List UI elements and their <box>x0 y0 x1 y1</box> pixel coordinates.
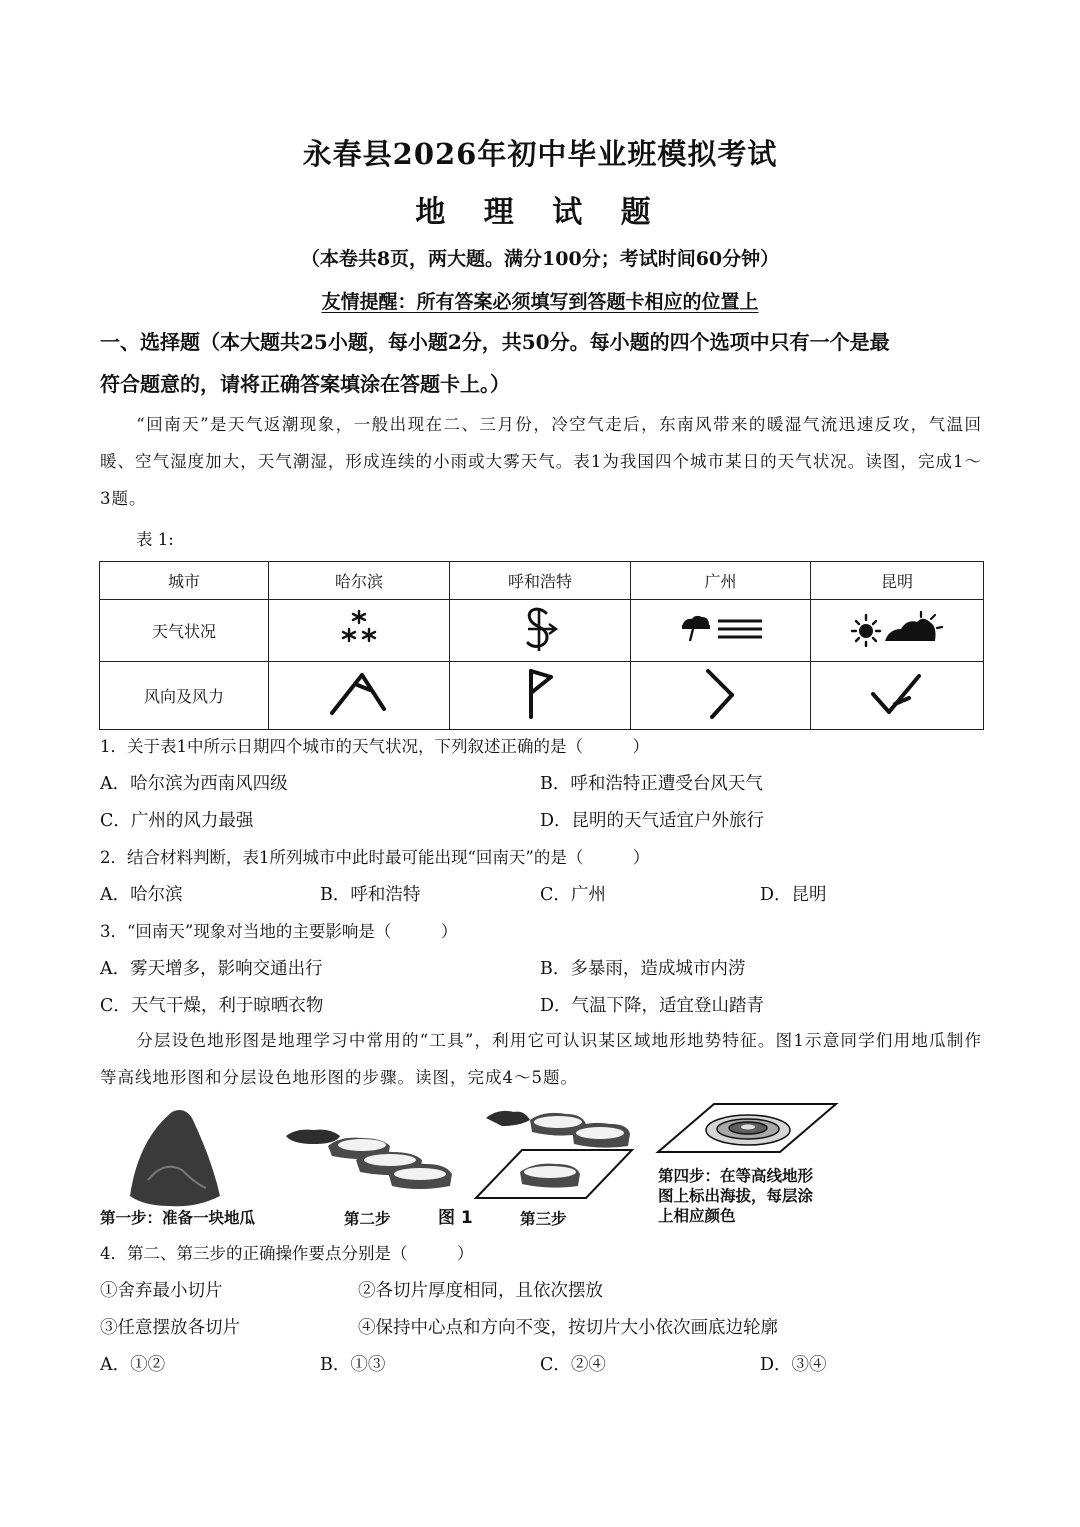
q3-option-b: B．多暴雨，造成城市内涝 <box>540 959 746 979</box>
q3-option-a: A．雾天增多，影响交通出行 <box>100 959 323 979</box>
figure-1 <box>100 1100 840 1228</box>
sandstorm-symbol-icon <box>515 605 565 653</box>
table-header-row <box>100 562 984 600</box>
q4-statement-3: ③任意摆放各切片 <box>100 1318 240 1338</box>
table-header-guangzhou: 广州 <box>631 562 811 600</box>
question-3-stem: 3．“回南天”现象对当地的主要影响是（ ） <box>100 922 458 941</box>
table-header-city: 城市 <box>100 562 269 600</box>
table-row-wind <box>100 662 984 730</box>
exam-note: （本卷共8页，两大题。满分100分；考试时间60分钟） <box>300 248 780 270</box>
q1-option-b: B．呼和浩特正遭受台风天气 <box>540 774 763 794</box>
table-header-harbin: 哈尔滨 <box>269 562 450 600</box>
q2-option-b: B．呼和浩特 <box>320 885 421 905</box>
exam-title: 永春县2026年初中毕业班模拟考试 <box>302 137 778 171</box>
wind-barb-icon <box>867 670 927 718</box>
material-paragraph-2: 分层设色地形图是地理学习中常用的“工具”，利用它可认识某区域地形地势特征。图1示意同学们用地瓜制作等高线地形图和分层设色地形图的步骤。读图，完成4～5题。 <box>100 1031 982 1087</box>
figure-label: 图 1 <box>438 1208 473 1228</box>
figure-step-1-caption: 第一步：准备一块地瓜 <box>100 1209 256 1227</box>
section-heading-line2: 符合题意的，请将正确答案填涂在答题卡上。） <box>100 372 510 396</box>
q4-statement-2: ②各切片厚度相同，且依次摆放 <box>358 1281 603 1301</box>
weather-cell-harbin <box>269 600 450 662</box>
wind-barb-icon <box>696 667 746 721</box>
sunny-cloudy-symbol-icon <box>851 611 943 647</box>
section-heading-line1: 一、选择题（本大题共25小题，每小题2分，共50分。每小题的四个选项中只有一个是最 <box>100 330 890 354</box>
q3-option-c: C．天气干燥，利于晾晒衣物 <box>100 996 324 1016</box>
figure-step-4-caption-line2: 图上标出海拔，每层涂 <box>658 1187 814 1205</box>
weather-table <box>99 561 984 730</box>
q2-option-d: D．昆明 <box>760 885 827 905</box>
question-1-stem: 1．关于表1中所示日期四个城市的天气状况，下列叙述正确的是（ ） <box>100 737 649 756</box>
weather-cell-hohhot <box>450 600 631 662</box>
material-paragraph-1: “回南天”是天气返潮现象，一般出现在二、三月份，冷空气走后，东南风带来的暖湿气流迅速反攻，气温回暖、空气湿度加大，天气潮湿，形成连续的小雨或大雾天气。表1为我国四个城市某日的天气状况。读图，完成1～3题。 <box>100 415 982 508</box>
q4-statement-4: ④保持中心点和方向不变，按切片大小依次画底边轮廓 <box>358 1318 778 1338</box>
table-header-hohhot: 呼和浩特 <box>450 562 631 600</box>
rain-fog-symbol-icon <box>678 614 764 644</box>
subject-title: 地 理 试 题 <box>415 195 665 230</box>
wind-cell-guangzhou <box>631 662 811 730</box>
q1-option-a: A．哈尔滨为西南风四级 <box>100 774 288 794</box>
slice-1 <box>286 1130 340 1144</box>
q4-option-d: D．③④ <box>760 1355 827 1375</box>
question-4-stem: 4．第二、第三步的正确操作要点分别是（ ） <box>100 1244 474 1263</box>
figure-step-3-caption: 第三步 <box>520 1210 567 1228</box>
table-header-kunming: 昆明 <box>811 562 984 600</box>
wind-cell-harbin <box>269 662 450 730</box>
wind-cell-hohhot <box>450 662 631 730</box>
question-2-stem: 2．结合材料判断，表1所列城市中此时最可能出现“回南天”的是（ ） <box>100 848 650 867</box>
q4-option-a: A．①② <box>100 1355 166 1375</box>
q1-option-d: D．昆明的天气适宜户外旅行 <box>540 811 765 831</box>
snow-symbol-icon <box>334 609 384 649</box>
wind-barb-icon <box>515 667 565 721</box>
row-label-wind: 风向及风力 <box>100 662 269 730</box>
wind-barb-icon <box>324 669 394 719</box>
reminder: 友情提醒：所有答案必须填写到答题卡相应的位置上 <box>321 291 759 313</box>
table-caption: 表 1: <box>136 530 174 549</box>
wind-cell-kunming <box>811 662 984 730</box>
table-row-weather <box>100 600 984 662</box>
q3-option-d: D．气温下降，适宜登山踏青 <box>540 996 765 1016</box>
weather-cell-guangzhou <box>631 600 811 662</box>
q4-option-b: B．①③ <box>320 1355 386 1375</box>
q4-statement-1: ①舍弃最小切片 <box>100 1281 223 1301</box>
sweet-potato-shape <box>130 1110 220 1206</box>
q2-option-a: A．哈尔滨 <box>100 885 183 905</box>
figure-step-2-caption: 第二步 <box>344 1210 391 1228</box>
figure-step-4-caption-line3: 上相应颜色 <box>658 1207 736 1225</box>
weather-cell-kunming <box>811 600 984 662</box>
q4-option-c: C．②④ <box>540 1355 606 1375</box>
q2-option-c: C．广州 <box>540 885 606 905</box>
row-label-weather: 天气状况 <box>100 600 269 662</box>
q1-option-c: C．广州的风力最强 <box>100 811 254 831</box>
figure-step-4-caption-line1: 第四步：在等高线地形 <box>658 1167 814 1185</box>
